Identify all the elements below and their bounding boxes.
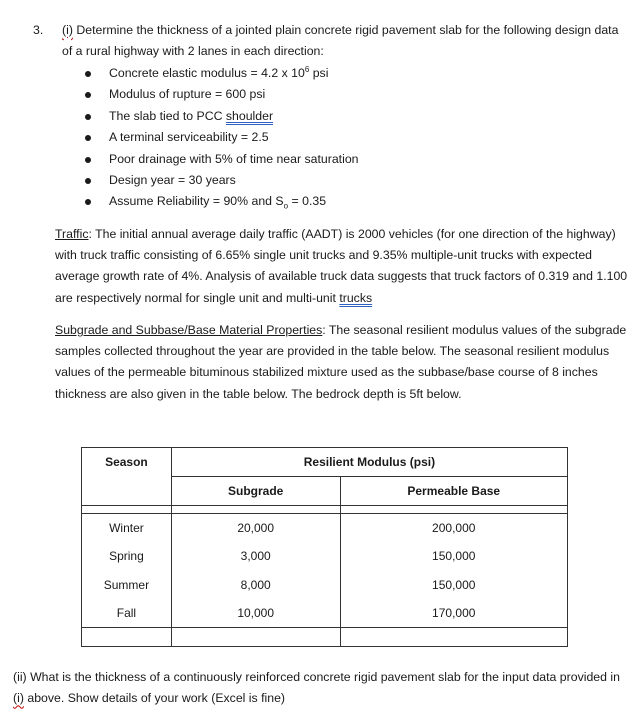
list-item: Modulus of rupture = 600 psi — [85, 84, 605, 105]
list-item: Design year = 30 years — [85, 170, 605, 191]
subgrade-text: : The seasonal resilient modulus values of the subgrade samples collected throughout the year are provided in the table below. The seasonal resilient modulus values of the permeable bituminous stabilized mixture used as the subbase/base course of 8 inches thickness are also given in the table below. The bedrock depth is 5ft below. — [55, 323, 627, 401]
permeable-base-header: Permeable Base — [340, 477, 568, 506]
resilient-modulus-table — [81, 447, 568, 647]
traffic-last-word: trucks — [339, 290, 373, 305]
traffic-label: Traffic — [55, 227, 89, 241]
part-two-ref: (i) — [13, 691, 24, 706]
list-item: Poor drainage with 5% of time near saturation — [85, 149, 605, 170]
subgrade-paragraph — [55, 320, 635, 405]
list-item: Assume Reliability = 90% and $S_o = 0.35$ — [85, 191, 605, 212]
part-label: (i) — [62, 23, 73, 37]
part-two: (ii) What is the thickness of a continuously reinforced concrete rigid pavement slab for the input data provided in (i) above. Show details of your work (Excel is fine) — [13, 670, 620, 706]
season-header: Season — [82, 448, 172, 506]
traffic-text: : The initial annual average daily traffic (AADT) is 2000 vehicles (for one direction of the highway) with truck traffic consisting of 6.65% single unit trucks and 9.35% multiple-unit trucks with expected average growth rate of 4%. Analysis of available truck data suggests that truck factors of 0.319 and 1.100 are respectively normal for single unit and multi-unit — [55, 227, 628, 305]
question-number: 3. — [33, 23, 44, 37]
subgrade-label: Subgrade and Subbase/Base Material Properties — [55, 323, 323, 337]
list-item: The slab tied to PCC shoulder — [85, 106, 605, 127]
table-row: Spring 3,000 150,000 — [82, 542, 568, 571]
list-item: Concrete elastic modulus = 4.2 x $10^6$ psi — [85, 63, 605, 84]
table-row: Summer 8,000 150,000 — [82, 571, 568, 600]
design-data-list — [85, 63, 605, 213]
question-header — [33, 20, 623, 62]
list-item: A terminal serviceability = 2.5 — [85, 127, 605, 148]
part-two-label: (ii) — [13, 670, 27, 684]
subgrade-header: Subgrade — [171, 477, 340, 506]
traffic-paragraph — [55, 224, 635, 309]
resilient-modulus-header: Resilient Modulus (psi) — [171, 448, 567, 477]
question-intro — [62, 20, 623, 62]
table-row: Fall 10,000 170,000 — [82, 599, 568, 628]
table-row: Winter 20,000 200,000 — [82, 514, 568, 543]
intro-text: Determine the thickness of a jointed plain concrete rigid pavement slab for the following design data of a rural highway with 2 lanes in each direction: — [62, 23, 619, 58]
